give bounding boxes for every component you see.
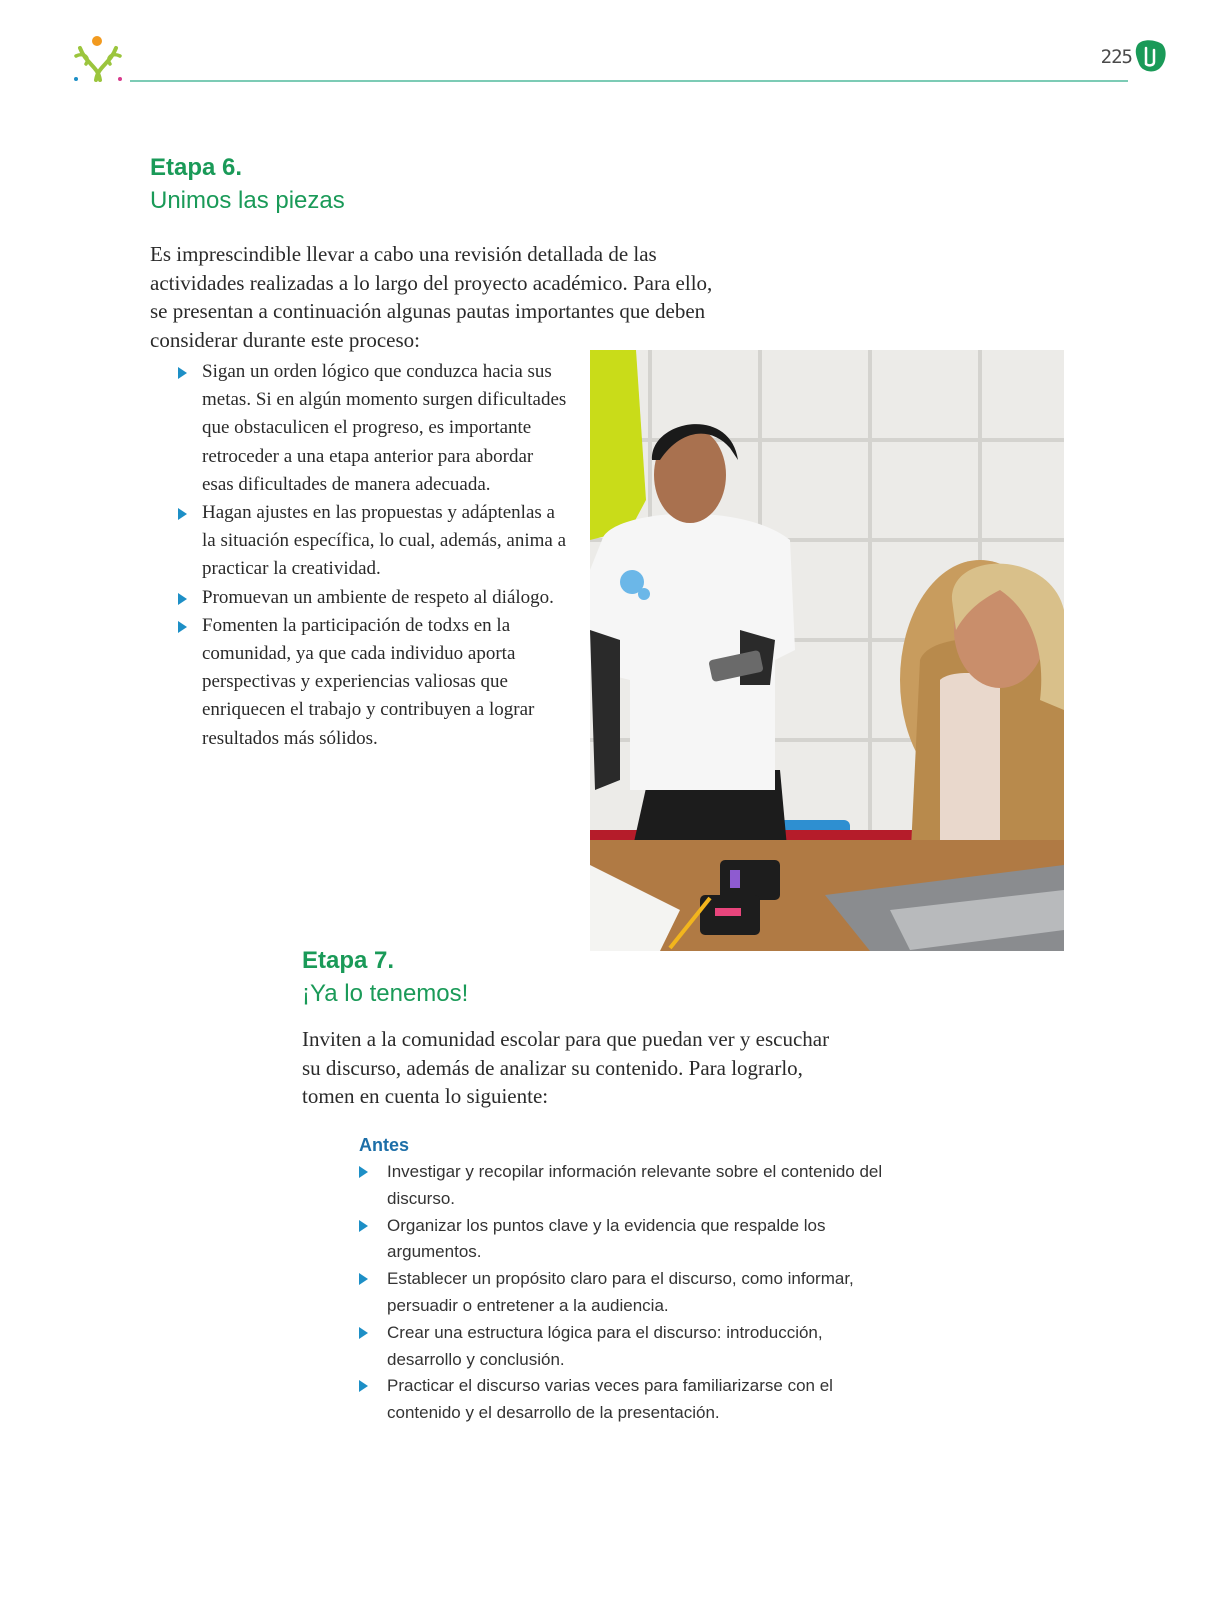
- page-number: 225: [1100, 46, 1132, 68]
- list-item: [178, 358, 568, 499]
- bullet-arrow-icon: [178, 621, 187, 633]
- list-item-text: Practicar el discurso varias veces para familiarizarse con el contenido y el desarrollo de la presentación.: [387, 1376, 833, 1423]
- list-item-text: Promuevan un ambiente de respeto al diálogo.: [202, 586, 554, 608]
- list-item-text: Organizar los puntos clave y la evidencia que respalde los argumentos.: [387, 1215, 826, 1262]
- stage-7-intro: Inviten a la comunidad escolar para que puedan ver y escuchar su discurso, además de analizar su contenido. Para lograrlo, tomen en cuenta lo siguiente:: [302, 1027, 830, 1108]
- list-item-text: Fomenten la participación de todxs en la comunidad, ya que cada individuo aporta perspectivas y experiencias valiosas que enriquecen el trabajo y contribuyen a lograr resultados más sólidos.: [202, 614, 535, 749]
- list-item-text: Investigar y recopilar información relevante sobre el contenido del discurso.: [387, 1162, 883, 1208]
- list-item: [359, 1373, 899, 1427]
- list-item: [359, 1213, 899, 1267]
- classroom-photo: [590, 350, 1064, 951]
- bullet-arrow-icon: [178, 593, 187, 605]
- list-item-text: Hagan ajustes en las propuestas y adáptenlas a la situación específica, lo cual, además, anima a practicar la creatividad.: [202, 502, 567, 580]
- list-item: [359, 1159, 899, 1213]
- header-rule: [130, 80, 1128, 82]
- stage-6-guidelines: [178, 358, 568, 753]
- bullet-arrow-icon: [359, 1273, 368, 1285]
- list-item: [359, 1266, 899, 1320]
- bullet-arrow-icon: [359, 1220, 368, 1232]
- stage-7-checklist: [359, 1159, 899, 1427]
- bullet-arrow-icon: [178, 508, 187, 520]
- list-item: [178, 612, 568, 753]
- bullet-arrow-icon: [359, 1327, 368, 1339]
- stage-6-number: Etapa 6.: [150, 154, 243, 181]
- stage-7-number: Etapa 7.: [302, 947, 395, 974]
- bullet-arrow-icon: [359, 1380, 368, 1392]
- bullet-arrow-icon: [359, 1166, 368, 1178]
- list-item: [359, 1320, 899, 1374]
- list-item: [178, 499, 568, 584]
- bullet-arrow-icon: [178, 367, 187, 379]
- stage-6-name: Unimos las piezas: [150, 187, 345, 214]
- section-badge-icon: [1134, 38, 1168, 74]
- list-item-text: Establecer un propósito claro para el discurso, como informar, persuadir o entretener a la audiencia.: [387, 1269, 854, 1315]
- list-item-text: Crear una estructura lógica para el discurso: introducción, desarrollo y conclusión.: [387, 1322, 823, 1369]
- section-label-before: Antes: [359, 1135, 410, 1155]
- stage-6-intro: Es imprescindible llevar a cabo una revisión detallada de las actividades realizadas a lo largo del proyecto académico. Para ello, se presentan a continuación algunas pautas importantes que deben considerar durante este proceso:: [150, 242, 713, 352]
- list-item: [178, 584, 568, 612]
- program-logo: [72, 34, 126, 84]
- list-item-text: Sigan un orden lógico que conduzca hacia sus metas. Si en algún momento surgen dificultades que obstaculicen el progreso, es importante retroceder a una etapa anterior para abordar esas dificultades de manera adecuada.: [202, 361, 567, 495]
- stage-7-name: ¡Ya lo tenemos!: [302, 980, 469, 1007]
